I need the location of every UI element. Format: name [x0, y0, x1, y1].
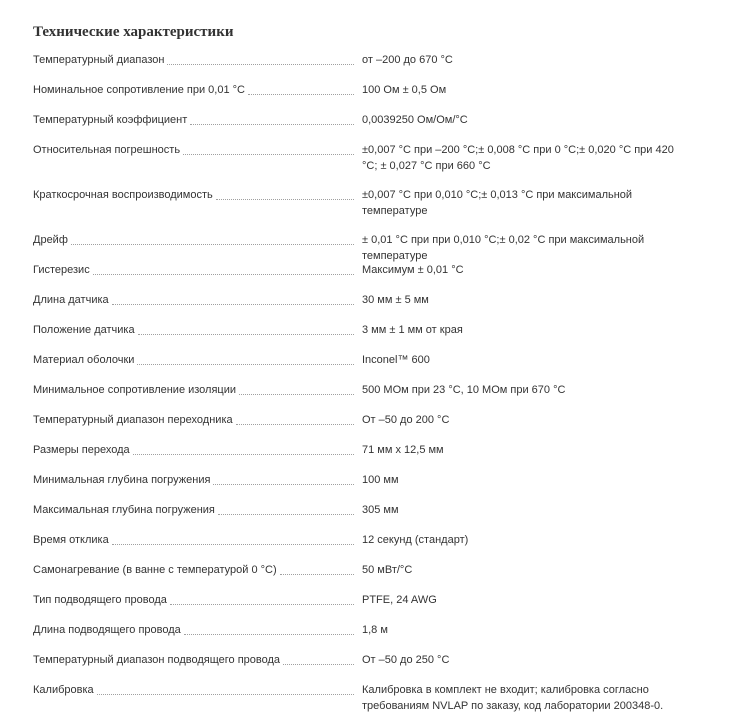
dotted-leader — [167, 64, 354, 65]
spec-value: 100 мм — [362, 474, 399, 486]
spec-label-cell — [33, 382, 362, 398]
spec-label-cell — [33, 142, 362, 158]
spec-row — [33, 622, 693, 638]
spec-label: Материал оболочки — [33, 354, 135, 366]
spec-label: Гистерезис — [33, 264, 90, 276]
spec-label: Краткосрочная воспроизводимость — [33, 189, 213, 201]
spec-row — [33, 562, 693, 578]
spec-label-cell — [33, 52, 362, 68]
dotted-leader — [112, 544, 354, 545]
spec-label: Максимальная глубина погружения — [33, 504, 215, 516]
spec-label: Температурный диапазон подводящего провода — [33, 654, 281, 666]
spec-value: От –50 до 250 °C — [362, 654, 450, 666]
spec-label-cell — [33, 592, 362, 608]
spec-value: ±0,007 °C при –200 °C;± 0,008 °C при 0 °C;± 0,020 °C при 420 °C; ± 0,027 °C при 660 °C — [362, 144, 674, 172]
dotted-leader — [138, 334, 354, 335]
spec-label-cell — [33, 502, 362, 518]
dotted-leader — [137, 364, 354, 365]
section-title: Технические характеристики — [33, 24, 234, 40]
spec-label: Длина датчика — [33, 294, 109, 306]
spec-row — [33, 322, 693, 338]
spec-label-cell — [33, 532, 362, 548]
spec-row — [33, 502, 693, 518]
spec-label-cell — [33, 562, 362, 578]
dotted-leader — [280, 574, 354, 575]
spec-value: 305 мм — [362, 504, 399, 516]
spec-value: 1,8 м — [362, 624, 388, 636]
spec-value: от –200 до 670 °C — [362, 54, 453, 66]
spec-label: Дрейф — [33, 234, 68, 246]
spec-value: PTFE, 24 AWG — [362, 594, 437, 606]
spec-row — [33, 532, 693, 548]
dotted-leader — [133, 454, 354, 455]
spec-label-cell — [33, 187, 362, 203]
spec-label-cell — [33, 262, 362, 278]
spec-label-cell — [33, 322, 362, 338]
spec-row — [33, 142, 693, 174]
spec-label-cell — [33, 442, 362, 458]
spec-label: Минимальное сопротивление изоляции — [33, 384, 237, 396]
spec-label-cell — [33, 82, 362, 98]
spec-value: Максимум ± 0,01 °C — [362, 264, 464, 276]
spec-label: Время отклика — [33, 534, 109, 546]
spec-row — [33, 682, 693, 714]
dotted-leader — [184, 634, 354, 635]
dotted-leader — [183, 154, 354, 155]
spec-label-cell — [33, 292, 362, 308]
spec-row — [33, 412, 693, 428]
spec-label: Тип подводящего провода — [33, 594, 167, 606]
dotted-leader — [218, 514, 354, 515]
spec-value: ±0,007 °C при 0,010 °C;± 0,013 °C при максимальной температуре — [362, 189, 633, 217]
spec-label: Размеры перехода — [33, 444, 130, 456]
dotted-leader — [213, 484, 354, 485]
spec-row — [33, 472, 693, 488]
spec-row — [33, 352, 693, 368]
spec-value: 71 мм x 12,5 мм — [362, 444, 444, 456]
spec-value: 12 секунд (стандарт) — [362, 534, 469, 546]
spec-label: Температурный диапазон — [33, 54, 165, 66]
dotted-leader — [97, 694, 354, 695]
spec-row — [33, 442, 693, 458]
spec-label-cell — [33, 412, 362, 428]
spec-label-cell — [33, 232, 362, 248]
spec-value: От –50 до 200 °C — [362, 414, 450, 426]
spec-value: 100 Ом ± 0,5 Ом — [362, 84, 447, 96]
spec-label-cell — [33, 682, 362, 698]
spec-value: 3 мм ± 1 мм от края — [362, 324, 463, 336]
spec-label: Номинальное сопротивление при 0,01 °C — [33, 84, 245, 96]
dotted-leader — [239, 394, 354, 395]
spec-label-cell — [33, 622, 362, 638]
spec-label-cell — [33, 112, 362, 128]
spec-value: 500 МОм при 23 °C, 10 МОм при 670 °C — [362, 384, 566, 396]
dotted-leader — [71, 244, 354, 245]
dotted-leader — [283, 664, 354, 665]
spec-value: 0,0039250 Ом/Ом/°C — [362, 114, 468, 126]
spec-label: Калибровка — [33, 684, 94, 696]
dotted-leader — [248, 94, 354, 95]
spec-value: 30 мм ± 5 мм — [362, 294, 429, 306]
spec-value: Калибровка в комплект не входит; калибровка согласно требованиям NVLAP по заказу, код лаборатории 200348-0. — [362, 684, 664, 712]
spec-row — [33, 652, 693, 668]
spec-label-cell — [33, 352, 362, 368]
spec-label-cell — [33, 652, 362, 668]
dotted-leader — [216, 199, 354, 200]
dotted-leader — [190, 124, 354, 125]
spec-value: Inconel™ 600 — [362, 354, 430, 366]
spec-label: Температурный коэффициент — [33, 114, 188, 126]
spec-row — [33, 592, 693, 608]
spec-row — [33, 382, 693, 398]
spec-label: Относительная погрешность — [33, 144, 181, 156]
dotted-leader — [112, 304, 354, 305]
spec-row — [33, 52, 693, 68]
spec-row — [33, 112, 693, 128]
spec-value: 50 мВт/°C — [362, 564, 413, 576]
spec-label: Температурный диапазон переходника — [33, 414, 233, 426]
spec-label: Длина подводящего провода — [33, 624, 181, 636]
spec-label-cell — [33, 472, 362, 488]
spec-row — [33, 262, 693, 278]
spec-value: ± 0,01 °C при при 0,010 °C;± 0,02 °C при максимальной температуре — [362, 234, 645, 262]
spec-label: Положение датчика — [33, 324, 135, 336]
spec-label: Самонагревание (в ванне с температурой 0 °C) — [33, 564, 277, 576]
spec-row — [33, 82, 693, 98]
dotted-leader — [236, 424, 354, 425]
spec-label: Минимальная глубина погружения — [33, 474, 211, 486]
spec-row — [33, 187, 693, 219]
spec-row — [33, 232, 693, 264]
spec-row — [33, 292, 693, 308]
dotted-leader — [170, 604, 354, 605]
dotted-leader — [93, 274, 354, 275]
